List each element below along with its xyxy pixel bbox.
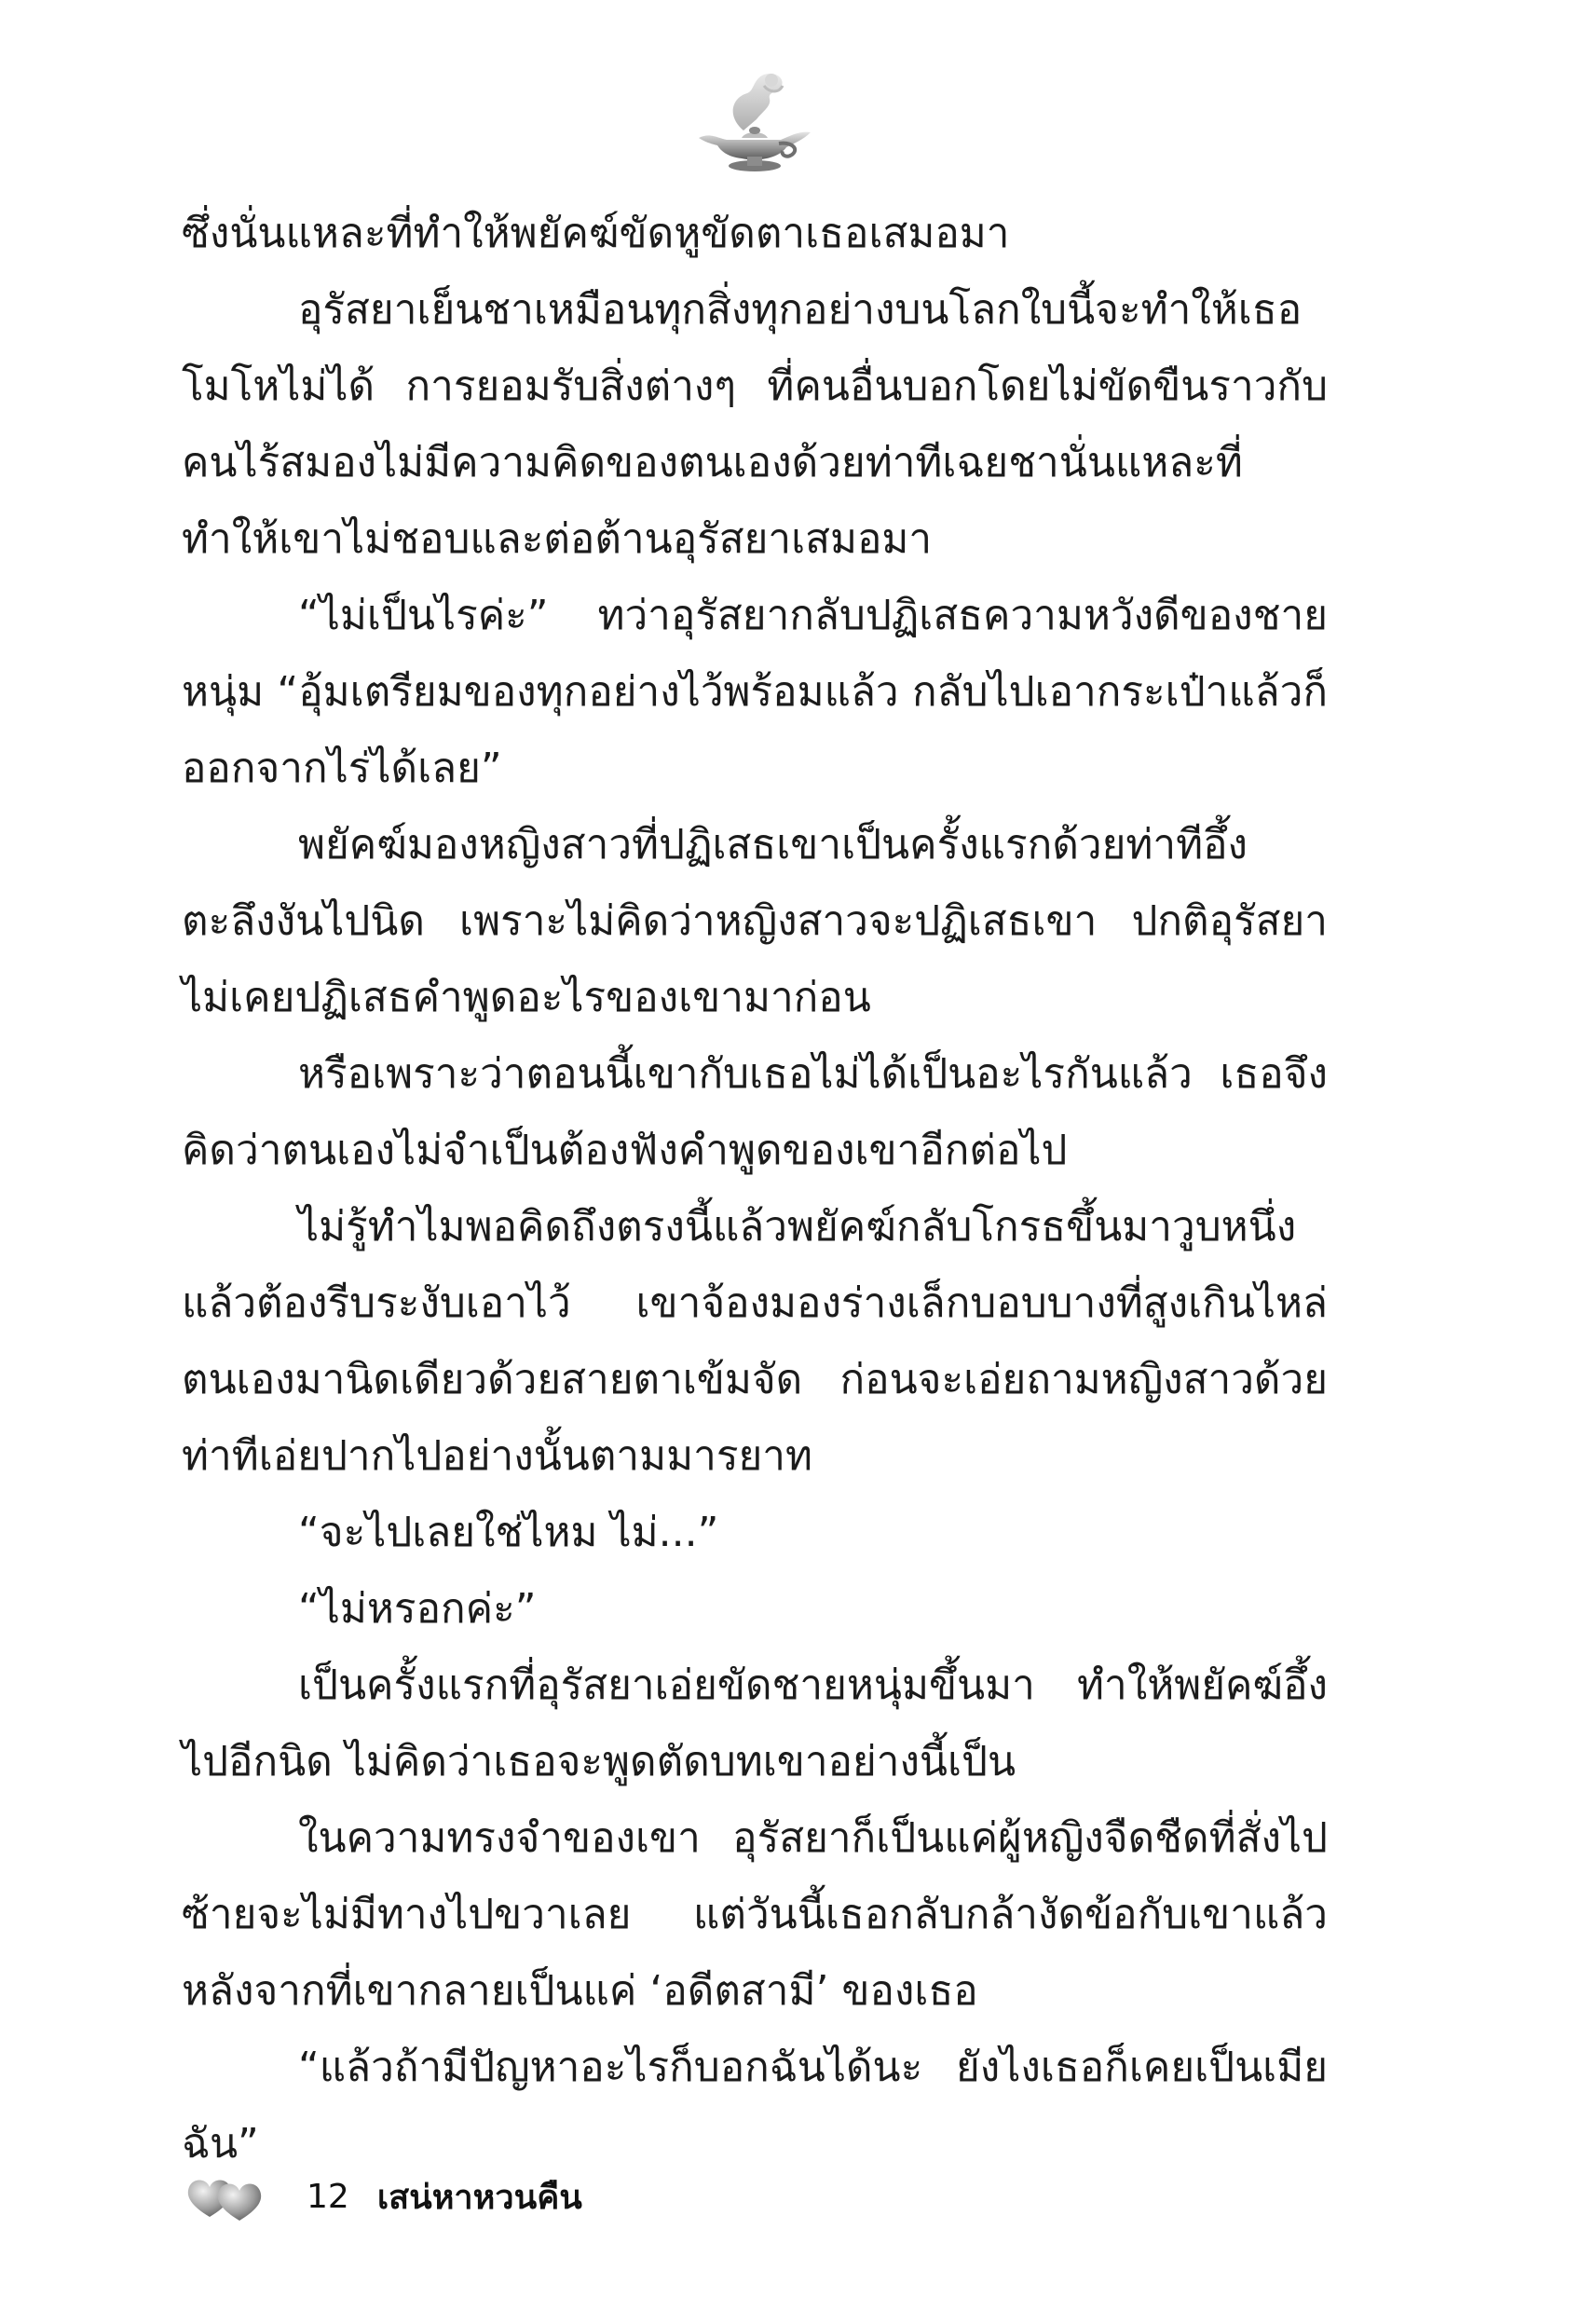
book-title: เสน่หาหวนคืน <box>376 2178 582 2217</box>
page-number: 12 <box>307 2177 349 2216</box>
paragraph: “ไม่เป็นไรค่ะ” ทว่าอุรัสยากลับปฏิเสธความหวังดีของชายหนุ่ม “อุ้มเตรียมของทุกอย่างไว้พร้อมแล้ว กลับไปเอากระเป๋าแล้วก็ออกจากไร่ได้เลย” <box>182 592 1328 792</box>
page-footer <box>182 2164 582 2229</box>
paragraph: พยัคฆ์มองหญิงสาวที่ปฏิเสธเขาเป็นครั้งแรกด้วยท่าทีอึ้งตะลึงงันไปนิด เพราะไม่คิดว่าหญิงสาวจะปฏิเสธเขา ปกติอุรัสยาไม่เคยปฏิเสธคำพูดอะไรของเขามาก่อน <box>182 821 1328 1021</box>
paragraph: “ไม่หรอกค่ะ” <box>298 1585 537 1633</box>
paragraph: ซึ่งนั่นแหละที่ทำให้พยัคฆ์ขัดหูขัดตาเธอเสมอมา <box>182 210 1010 257</box>
paragraph: “แล้วถ้ามีปัญหาอะไรก็บอกฉันได้นะ ยังไงเธอก็เคยเป็นเมียฉัน” <box>182 2044 1328 2167</box>
genie-lamp-icon <box>689 65 820 177</box>
paragraph: อุรัสยาเย็นชาเหมือนทุกสิ่งทุกอย่างบนโลกใบนี้จะทำให้เธอโมโหไม่ได้ การยอมรับสิ่งต่างๆ ที่คนอื่นบอกโดยไม่ขัดขืนราวกับคนไร้สมองไม่มีความคิดของตนเองด้วยท่าทีเฉยชานั่นแหละที่ทำให้เขาไม่ชอบและต่อต้านอุรัสยาเสมอมา <box>182 286 1328 563</box>
paragraph: ไม่รู้ทำไมพอคิดถึงตรงนี้แล้วพยัคฆ์กลับโกรธขึ้นมาวูบหนึ่งแล้วต้องรีบระงับเอาไว้ เขาจ้องมองร่างเล็กบอบบางที่สูงเกินไหล่ตนเองมานิดเดียวด้วยสายตาเข้มจัด ก่อนจะเอ่ยถามหญิงสาวด้วยท่าทีเอ่ยปากไปอย่างนั้นตามมารยาท <box>182 1203 1328 1480</box>
paragraph: หรือเพราะว่าตอนนี้เขากับเธอไม่ได้เป็นอะไรกันแล้ว เธอจึงคิดว่าตนเองไม่จำเป็นต้องฟังคำพูดของเขาอีกต่อไป <box>182 1050 1328 1174</box>
paragraph: “จะไปเลยใช่ไหม ไม่...” <box>298 1509 719 1556</box>
paragraph: เป็นครั้งแรกที่อุรัสยาเอ่ยขัดชายหนุ่มขึ้นมา ทำให้พยัคฆ์อึ้งไปอีกนิด ไม่คิดว่าเธอจะพูดตัดบทเขาอย่างนี้เป็น <box>182 1661 1328 1785</box>
paragraph: ในความทรงจำของเขา อุรัสยาก็เป็นแค่ผู้หญิงจืดชืดที่สั่งไปซ้ายจะไม่มีทางไปขวาเลย แต่วันนี้เธอกลับกล้างัดข้อกับเขาแล้วหลังจากที่เขากลายเป็นแค่ ‘อดีตสามี’ ของเธอ <box>182 1814 1328 2015</box>
hearts-icon <box>182 2168 271 2224</box>
body-text <box>182 196 1328 2182</box>
